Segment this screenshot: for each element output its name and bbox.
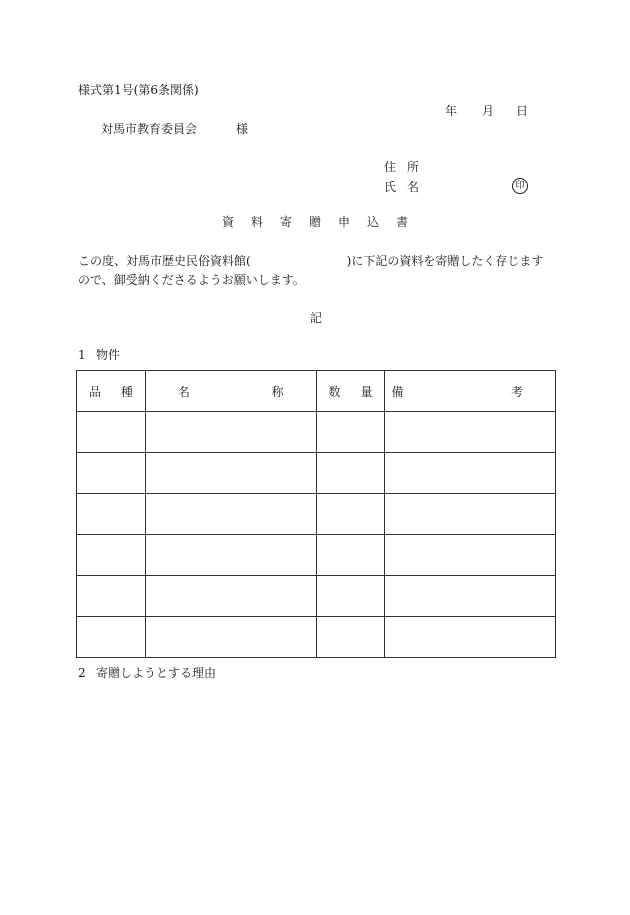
- header-kind: 品 種: [77, 371, 146, 412]
- items-table: [76, 370, 556, 658]
- form-number: 様式第1号(第6条関係): [78, 83, 199, 97]
- addressee: 対馬市教育委員会: [101, 122, 198, 136]
- table-row: [77, 535, 556, 576]
- cell-name[interactable]: [145, 453, 316, 494]
- body-text-line-2: ので、御受納くださるようお願いします。: [78, 273, 305, 287]
- cell-remarks[interactable]: [385, 617, 556, 658]
- cell-kind[interactable]: [77, 453, 146, 494]
- ki-heading: 記: [310, 311, 323, 325]
- cell-remarks[interactable]: [385, 535, 556, 576]
- section-2-title: 寄贈しようとする理由: [96, 666, 217, 680]
- cell-name[interactable]: [145, 576, 316, 617]
- table-row: [77, 453, 556, 494]
- header-name: 名 称: [145, 371, 316, 412]
- document-title: 資料寄贈申込書: [221, 215, 425, 229]
- date-year-label: 年: [445, 104, 458, 118]
- cell-name[interactable]: [145, 494, 316, 535]
- table-row: [77, 494, 556, 535]
- cell-quantity[interactable]: [316, 576, 385, 617]
- cell-remarks[interactable]: [385, 576, 556, 617]
- date-day-label: 日: [516, 104, 529, 118]
- body-text-line-1: この度、対馬市歴史民俗資料館( )に下記の資料を寄贈したく存じます: [78, 254, 544, 268]
- cell-kind[interactable]: [77, 576, 146, 617]
- name-label: 氏名: [384, 180, 431, 194]
- cell-name[interactable]: [145, 412, 316, 453]
- seal-mark: 印: [512, 178, 528, 194]
- section-2-heading: [78, 667, 216, 679]
- section-1-number: 1: [78, 348, 86, 362]
- section-1-heading: [78, 349, 120, 361]
- cell-quantity[interactable]: [316, 535, 385, 576]
- cell-kind[interactable]: [77, 412, 146, 453]
- date-month-label: 月: [482, 104, 495, 118]
- header-remarks: 備 考: [385, 371, 556, 412]
- cell-remarks[interactable]: [385, 494, 556, 535]
- cell-remarks[interactable]: [385, 453, 556, 494]
- cell-quantity[interactable]: [316, 617, 385, 658]
- section-2-number: 2: [78, 666, 86, 680]
- cell-kind[interactable]: [77, 617, 146, 658]
- table-row: [77, 617, 556, 658]
- table-row: [77, 412, 556, 453]
- cell-quantity[interactable]: [316, 412, 385, 453]
- honorific: 様: [236, 122, 249, 136]
- cell-remarks[interactable]: [385, 412, 556, 453]
- table-row: [77, 576, 556, 617]
- cell-kind[interactable]: [77, 535, 146, 576]
- section-1-title: 物件: [96, 348, 121, 362]
- cell-name[interactable]: [145, 535, 316, 576]
- address-label: 住所: [384, 160, 431, 174]
- table-header-row: [77, 371, 556, 412]
- cell-quantity[interactable]: [316, 494, 385, 535]
- cell-kind[interactable]: [77, 494, 146, 535]
- header-quantity: 数 量: [316, 371, 385, 412]
- cell-name[interactable]: [145, 617, 316, 658]
- cell-quantity[interactable]: [316, 453, 385, 494]
